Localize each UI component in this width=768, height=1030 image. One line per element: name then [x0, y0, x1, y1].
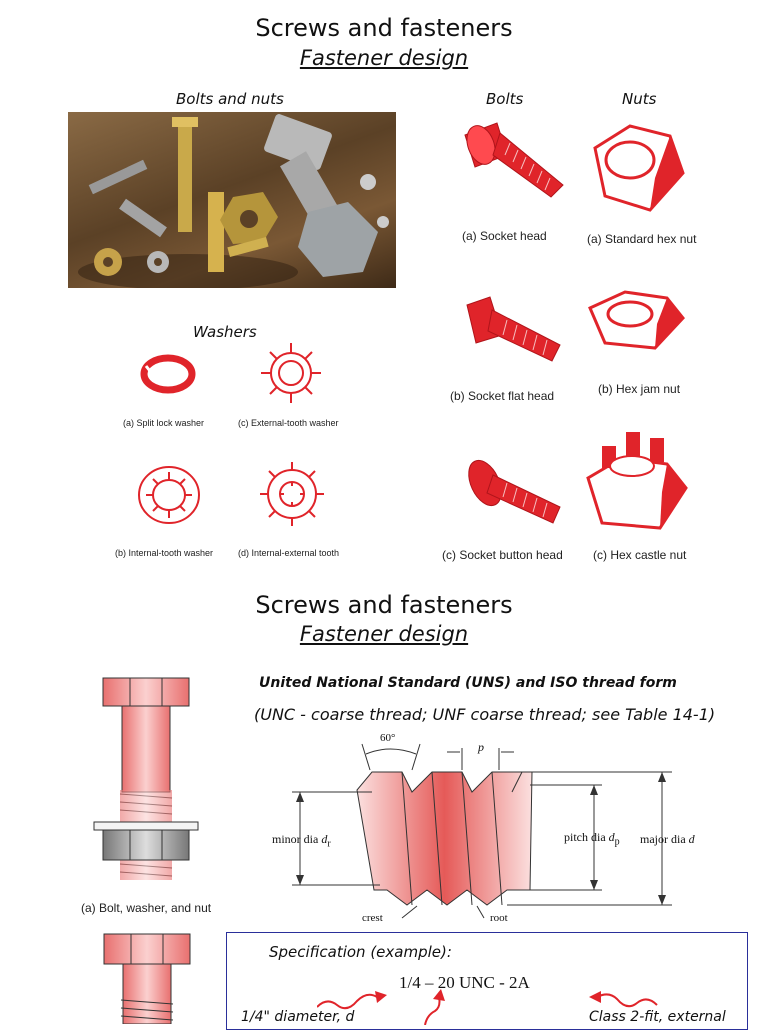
pitch-dia-symbol: d: [608, 830, 615, 844]
bolt-washer-nut-caption: (a) Bolt, washer, and nut: [81, 901, 212, 915]
major-dia-text: major dia: [640, 832, 686, 846]
socket-button-head-bolt-icon: [465, 455, 565, 525]
minor-dia-symbol: d: [321, 832, 328, 846]
socket-head-caption: (a) Socket head: [462, 229, 547, 243]
socket-flat-head-bolt-icon: [462, 295, 567, 370]
standard-hex-nut-caption: (a) Standard hex nut: [587, 232, 697, 246]
hex-jam-nut-caption: (b) Hex jam nut: [598, 382, 681, 396]
diameter-note: 1/4" diameter, d: [241, 1009, 355, 1025]
socket-flat-head-caption: (b) Socket flat head: [450, 389, 555, 403]
pitch-dia-subscript: p: [614, 836, 620, 848]
minor-dia-subscript: r: [327, 838, 331, 850]
standard-hex-nut-icon: [585, 118, 690, 218]
unc-note: (UNC - coarse thread; UNF coarse thread; see Table 14-1): [254, 705, 716, 724]
socket-button-head-caption: (c) Socket button head: [442, 548, 563, 562]
washers-label: Washers: [193, 323, 257, 341]
pitch-label: p: [478, 740, 484, 754]
thread-form-diagram: [262, 730, 712, 930]
bolt-partial-icon: [100, 930, 195, 1024]
minor-dia-label: [272, 832, 331, 849]
socket-head-bolt-icon: [455, 115, 575, 220]
external-tooth-caption: (c) External-tooth washer: [238, 418, 339, 428]
uns-heading: United National Standard (UNS) and ISO thread form: [259, 675, 677, 691]
fasteners-photo-illustration: [68, 112, 396, 288]
section2-title: Screws and fasteners: [255, 591, 513, 619]
major-dia-symbol: d: [688, 832, 695, 846]
angle-label: 60°: [380, 732, 396, 744]
hex-castle-nut-caption: (c) Hex castle nut: [593, 548, 687, 562]
nuts-label: Nuts: [622, 90, 657, 108]
class-note: Class 2-fit, external: [589, 1009, 726, 1025]
split-lock-washer-icon: [138, 350, 198, 398]
hex-jam-nut-icon: [585, 288, 690, 363]
bolts-label: Bolts: [486, 90, 524, 108]
internal-tooth-caption: (b) Internal-tooth washer: [115, 548, 214, 558]
major-dia-label: [640, 832, 695, 847]
specification-box: [226, 932, 748, 1030]
bolt-washer-nut-icon: [90, 670, 202, 890]
bolts-and-nuts-label: Bolts and nuts: [176, 90, 284, 108]
hex-castle-nut-icon: [582, 428, 692, 536]
spec-code: 1/4 – 20 UNC - 2A: [399, 973, 530, 992]
bolts-nuts-photo: [68, 112, 396, 288]
minor-dia-text: minor dia: [272, 832, 319, 846]
internal-tooth-washer-icon: [134, 460, 204, 530]
internal-external-tooth-washer-icon: [256, 458, 328, 530]
crest-label: crest: [362, 912, 383, 924]
external-tooth-washer-icon: [258, 340, 324, 406]
root-label: root: [490, 912, 508, 924]
split-lock-caption: (a) Split lock washer: [123, 418, 205, 428]
pitch-dia-text: pitch dia: [564, 830, 606, 844]
spec-title: Specification (example):: [269, 943, 452, 961]
section2-subtitle: Fastener design: [299, 622, 469, 646]
page-title: Screws and fasteners: [255, 14, 513, 42]
internal-external-caption: (d) Internal-external tooth: [238, 548, 340, 558]
page-subtitle: Fastener design: [299, 46, 469, 70]
pitch-dia-label: [564, 830, 620, 847]
thread-form-drawing: [262, 730, 712, 930]
